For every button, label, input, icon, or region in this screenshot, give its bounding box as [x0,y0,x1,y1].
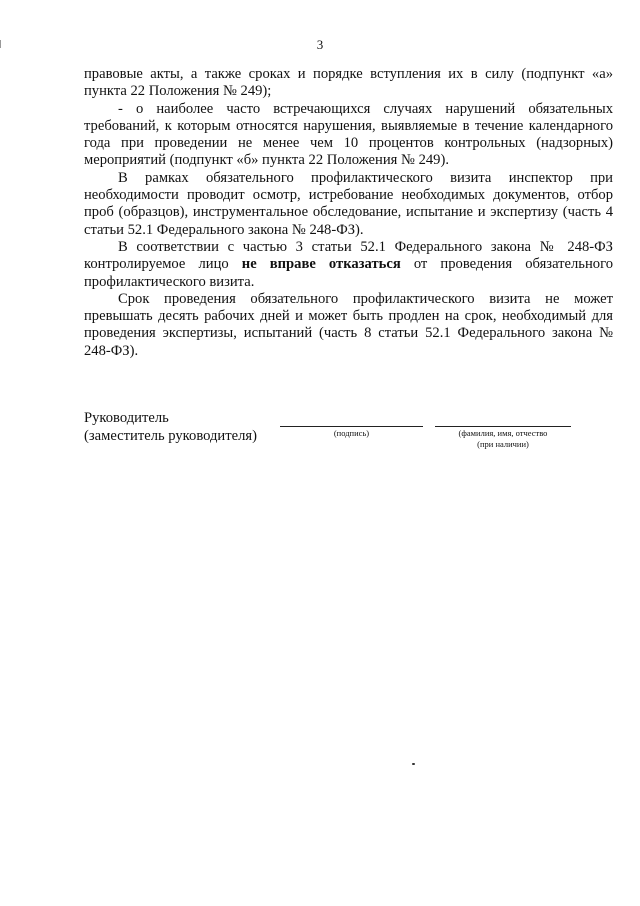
paragraph-4-emphasis: не вправе отказаться [241,256,401,273]
paragraph-1: правовые акты, а также сроках и порядке вступления их в силу (подпункт «а» пункта 22 Положения № 249); [84,66,613,100]
name-caption-line-2: (при наличии) [477,439,529,449]
paragraph-5: Срок проведения обязательного профилактического визита не может превышать десять рабочих дней и может быть продлен на срок, необходимый для проведения экспертизы, испытаний (часть 8 статьи 52.1 Федерального закона № 248-ФЗ). [84,290,613,359]
paragraph-4-start: В соответствии с частью 3 статьи 52.1 Федерального закона № 248-ФЗ контролируемое лицо [84,238,613,273]
paragraph-3: В рамках обязательного профилактического визита инспектор при необходимости проводит осмотр, истребование необходимых документов, отбор проб (образцов), инструментальное обследование, испытание и экспертизу (часть 4 статьи 52.1 Федерального закона № 248-ФЗ). [84,169,613,238]
name-line [435,426,571,427]
signature-caption: (подпись) [333,428,370,438]
document-body [84,66,613,360]
paragraph-4 [84,239,613,291]
paragraph-2: - о наиболее часто встречающихся случаях нарушений обязательных требований, к которым относятся нарушения, выявляемые в течение календарного года при проведении не менее чем 10 процентов контрольных (надзорных) мероприятий (подпункт «б» пункта 22 Положения № 249). [84,100,613,169]
page-number: 3 [316,37,324,52]
signer-role [84,409,257,445]
signer-role-line-1: Руководитель [84,410,169,426]
signer-role-line-2: (заместитель руководителя) [84,428,257,444]
name-caption-line-1: (фамилия, имя, отчество [458,428,548,438]
signature-block [84,409,614,469]
paragraph-4-end: от проведения обязательного профилактического визита. [84,256,613,290]
signature-line [280,426,423,427]
name-caption [435,428,571,450]
scan-speck [412,763,415,765]
